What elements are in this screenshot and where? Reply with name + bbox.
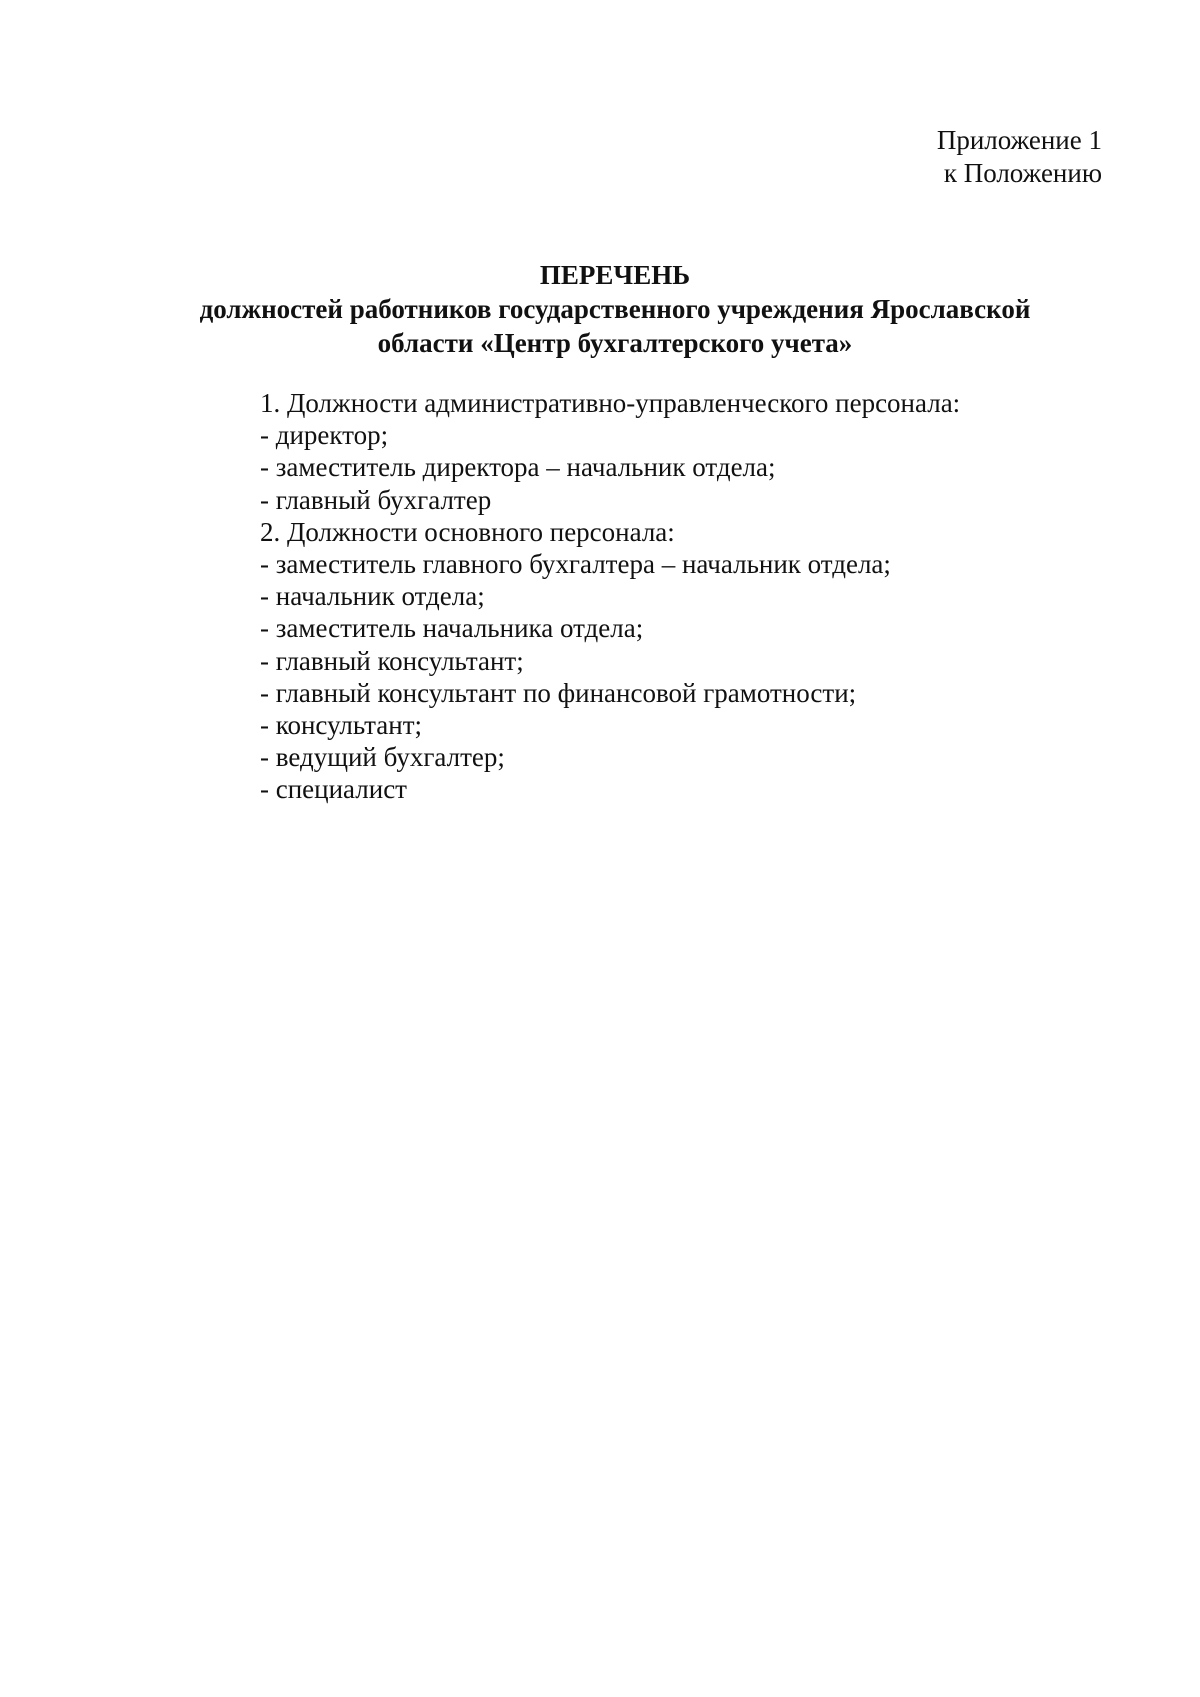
list-item: 2. Должности основного персонала:: [260, 516, 675, 547]
appendix-target: к Положению: [943, 158, 1102, 188]
title-heading: ПЕРЕЧЕНЬ: [539, 260, 691, 290]
list-item: - директор;: [260, 420, 389, 451]
list-item: - заместитель директора – начальник отдела;: [260, 452, 776, 483]
list-item: - главный консультант;: [260, 645, 524, 676]
appendix-reference: [760, 124, 1102, 190]
list-item: - главный бухгалтер: [260, 484, 492, 515]
list-item: - консультант;: [260, 710, 422, 741]
positions-list: [260, 387, 1120, 806]
title-subtitle-line-1: должностей работников государственного учреждения Ярославской: [199, 294, 1031, 324]
list-item: - заместитель начальника отдела;: [260, 613, 644, 644]
list-item: - специалист: [260, 774, 407, 805]
title-subtitle-line-2: области «Центр бухгалтерского учета»: [377, 328, 853, 358]
list-item: - главный консультант по финансовой грамотности;: [260, 677, 857, 708]
appendix-number: Приложение 1: [936, 125, 1102, 155]
list-item: - ведущий бухгалтер;: [260, 742, 505, 773]
list-item: 1. Должности административно-управленческого персонала:: [260, 388, 961, 418]
list-item: - заместитель главного бухгалтера – начальник отдела;: [260, 549, 891, 580]
document-title: [150, 258, 1080, 360]
list-item: - начальник отдела;: [260, 581, 485, 612]
